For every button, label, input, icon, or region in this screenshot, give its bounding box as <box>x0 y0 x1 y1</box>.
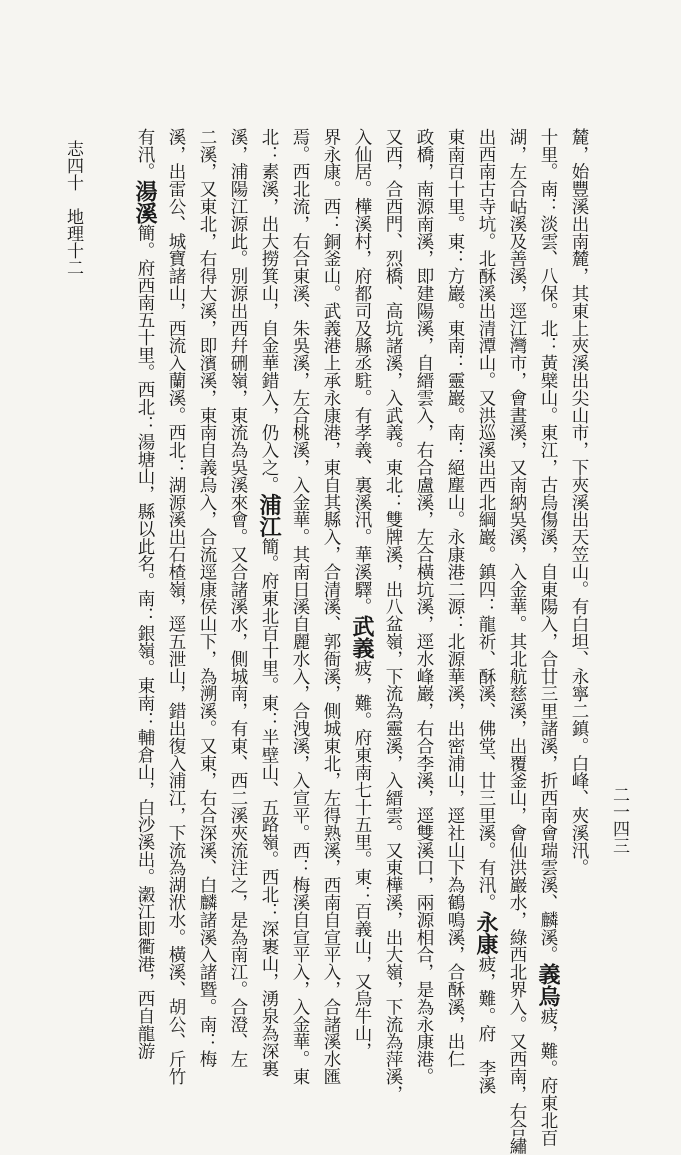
column-text: 焉。西北流，右合東溪、朱吳溪，左合桃溪，入金華。其南日溪自麗水入，合洩溪，入宣平。西：梅溪自宣平入，入金華。東 <box>290 128 310 1086</box>
column-text: 北：素溪，出大撈箕山，自金華錯入，仍入之。 <box>259 128 279 494</box>
column-text: 二溪，又東北，右得大溪，即濱溪，東南自義烏入，合流逕康侯山下，為溯溪。又東，右合深溪、白麟諸溪入諸暨。南：梅 <box>197 128 217 1068</box>
column-text: 簡。府東北百十里。東：半壁山、五路嶺。西北：深裹山，湧泉為深裏 <box>259 537 279 1077</box>
county-heading: 永康 <box>473 911 499 956</box>
county-heading: 武義 <box>349 615 375 660</box>
text-column <box>226 128 250 1068</box>
page-number: 二一四三 <box>609 786 629 854</box>
text-column <box>412 128 436 1086</box>
column-text: 界永康。西：銅釜山。武義港上承永康港，東自其縣入，合清溪、郭衙溪，側城東北，左得熟溪，西南自宣平入，合諸溪水匯 <box>321 128 341 1086</box>
column-text: 麓，始豐溪出南麓，其東上夾溪出尖山市，下夾溪出天笠山。有白坦、永寧二鎮。白峰、夾溪汛。 <box>569 128 589 877</box>
column-text: 疲，難。府東北百 <box>538 1007 558 1147</box>
column-text: 有汛。 <box>135 128 155 181</box>
county-heading: 湯溪 <box>132 180 158 225</box>
column-text: 入仙居。樺溪村，府都司及縣丞駐。有孝義、裏溪汛。華溪驛。 <box>352 128 372 616</box>
county-heading: 浦江 <box>256 493 282 538</box>
text-column <box>505 128 529 1155</box>
text-column <box>256 128 282 1077</box>
column-text: 簡。府西南五十里。西北：湯塘山，縣以此名。南：銀嶺。東南：輔倉山，白沙溪出。瀔江即衢港，西自龍游 <box>135 224 155 1060</box>
text-column <box>319 128 343 1086</box>
column-text: 疲，難。府東南七十五里。東：百義山，又烏牛山， <box>352 659 372 1060</box>
column-text: 溪，出雷公、城寶諸山，西流入蘭溪。西北：湖源溪出石楂嶺，逕五泄山，錯出復入浦江，下流為湖洑水。橫溪、胡公、斤竹 <box>166 128 186 1086</box>
column-text: 十里。南：淡雲、八保。北：黃檗山。東江，古烏傷溪，自東陽入，合廿三里諸溪，折西南會瑞雲溪、麟溪。 <box>538 128 558 964</box>
column-text: 又西，合西門、烈橋、高坑諸溪，入武義。東北：雙牌溪，出八盆嶺，下流為靈溪，入縉雲。又東樺溪，出大嶺，下流為萍溪， <box>383 128 403 1103</box>
text-column <box>381 128 405 1103</box>
text-column <box>132 128 158 1060</box>
text-column <box>164 128 188 1086</box>
column-text: 湖，左合岵溪及善溪，逕江灣市，會晝溪，又南納吳溪，入金華。其北航慈溪，出覆釜山，會仙洪巖水，綠西北界入。又西南，右合繡 <box>507 128 527 1155</box>
column-text: 東南百十里。東：方巖。東南：靈巖。南：絕塵山。永康港二源：北源華溪，出密浦山，逕社山下為鶴鳴溪，合酥溪，出仁 <box>445 128 465 1068</box>
text-column <box>349 128 375 1060</box>
text-column <box>567 128 591 877</box>
column-text: 政橋，南源南溪，即建陽溪，自縉雲入，右合盧溪，左合橫坑溪，逕水峰巖，右合李溪，逕雙溪口，兩源相合，是為永康港。 <box>414 128 434 1086</box>
column-text: 疲，難。府 李溪 <box>476 955 496 1095</box>
text-column <box>195 128 219 1068</box>
column-text: 溪，浦陽江源此。別源出西幷硎嶺，東流為吳溪來會。又合諸溪水，側城南，有東、西二溪夾流注之，是為南江。合澄、左 <box>228 128 248 1068</box>
text-column <box>473 128 499 1095</box>
county-heading: 義烏 <box>535 963 561 1008</box>
column-text: 出西南古寺坑。北酥溪出清潭山。又洪巡溪出西北綱巖。鎮四：龍祈、酥溪、佛堂、廿三里溪。有汛。 <box>476 128 496 912</box>
text-column <box>288 128 312 1086</box>
text-column <box>535 128 561 1147</box>
text-column <box>443 128 467 1068</box>
chapter-header: 志四十 地理十二 <box>63 140 83 276</box>
